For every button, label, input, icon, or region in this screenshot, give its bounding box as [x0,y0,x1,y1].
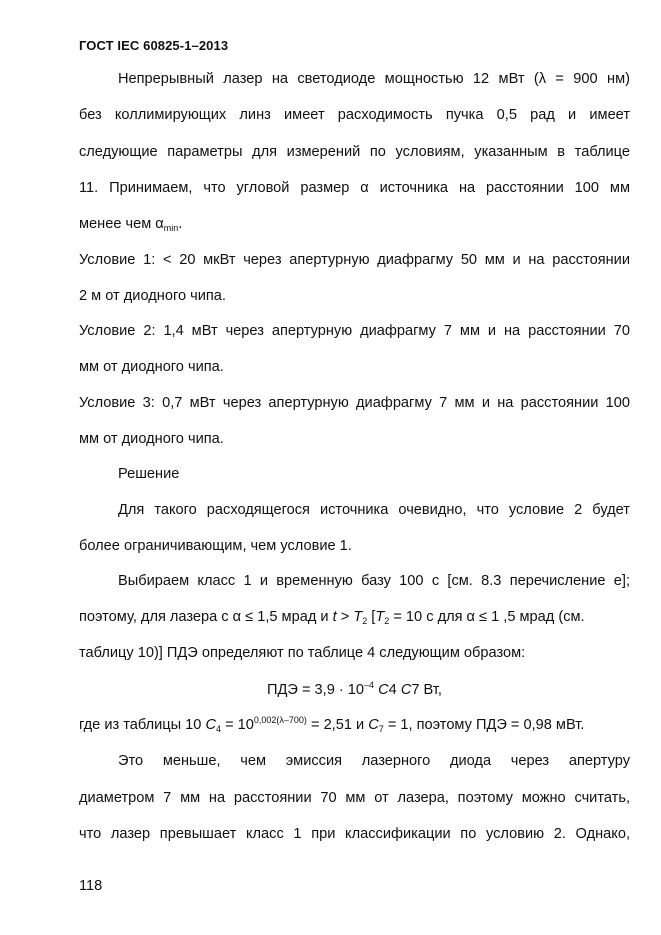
condition-2-line: Условие 2: 1,4 мВт через апертурную диафрагму 7 мм и на расстоянии 70 [79,323,630,339]
paragraph-line: без коллимирующих линз имеет расходимость пучка 0,5 рад и имеет [79,107,630,123]
paragraph-line: более ограничивающим, чем условие 1. [79,538,352,554]
condition-2-line: мм от диодного чипа. [79,359,224,375]
paragraph-line: таблицу 10)] ПДЭ определяют по таблице 4 следующим образом: [79,645,526,661]
formula-explanation: где из таблицы 10 $C_4 = 10^{0,002(\lambda-700)} = 2,51$ и $C_7 = 1$, поэтому ПДЭ = 0,98 мВт. [79,715,585,734]
paragraph-line: диаметром 7 мм на расстоянии 70 мм от лазера, поэтому можно считать, [79,790,630,806]
document-header: ГОСТ IEC 60825-1–2013 [79,38,229,53]
page-number: 118 [79,878,103,894]
paragraph-line: следующие параметры для измерений по условиям, указанным в таблице [79,144,630,160]
formula: ПДЭ = $3,9 \cdot 10^{-4}$ C4 C7 Вт, [267,680,442,698]
paragraph-line: поэтому, для лазера с α ≤ 1,5 мрад и $t > T_2$ [$T_2 = 10$ с для α ≤ 1 ,5 мрад (см. [79,609,585,626]
paragraph-line: Это меньше, чем эмиссия лазерного диода через апертуру [118,753,630,769]
condition-3-line: мм от диодного чипа. [79,431,224,447]
paragraph-line: менее чем $\alpha_{min}$. [79,216,183,233]
paragraph-line: Непрерывный лазер на светодиоде мощностью 12 мВт (λ = 900 нм) [118,71,630,87]
paragraph-line: что лазер превышает класс 1 при классификации по условию 2. Однако, [79,826,630,842]
condition-1-line: 2 м от диодного чипа. [79,288,226,304]
condition-1-line: Условие 1: < 20 мкВт через апертурную диафрагму 50 мм и на расстоянии [79,252,630,268]
solution-heading: Решение [118,466,180,482]
paragraph-line: 11. Принимаем, что угловой размер α источника на расстоянии 100 мм [79,180,630,196]
condition-3-line: Условие 3: 0,7 мВт через апертурную диафрагму 7 мм и на расстоянии 100 [79,395,630,411]
paragraph-line: Для такого расходящегося источника очевидно, что условие 2 будет [118,502,630,518]
paragraph-line: Выбираем класс 1 и временную базу 100 с [см. 8.3 перечисление е]; [118,573,630,589]
